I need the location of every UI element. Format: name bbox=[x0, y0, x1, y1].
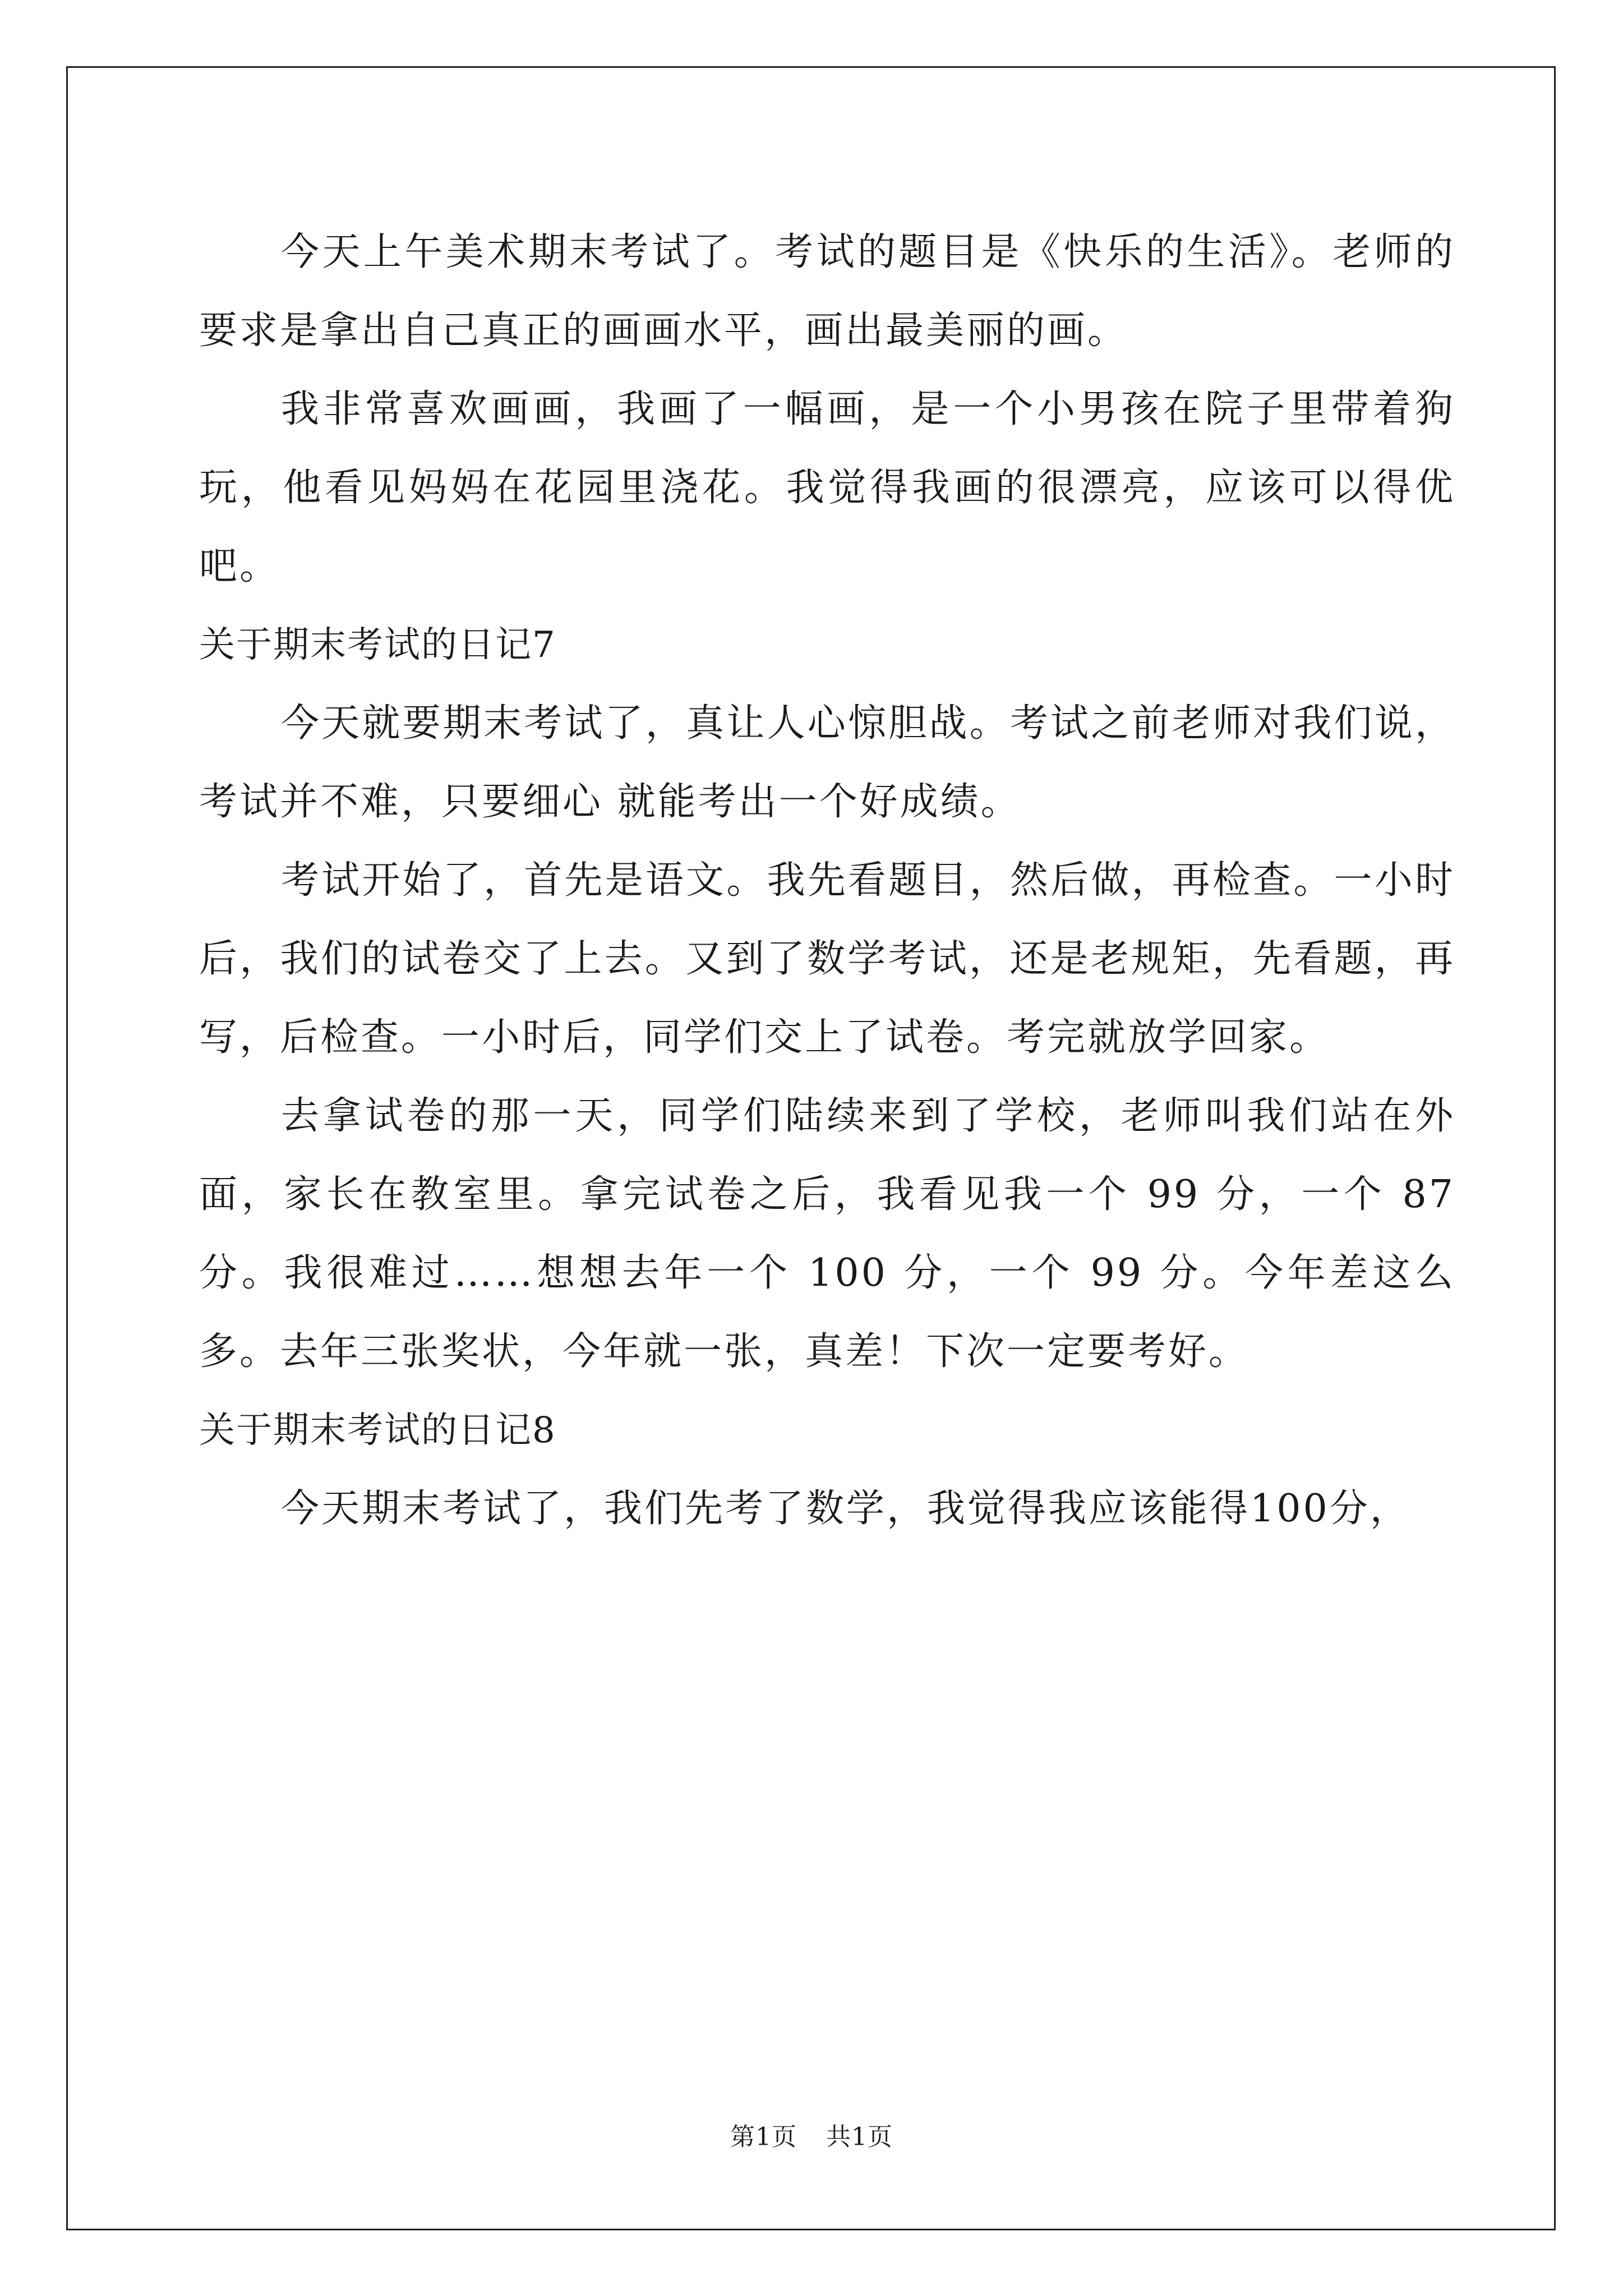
paragraph-math-exam: 今天期末考试了，我们先考了数学，我觉得我应该能得100分， bbox=[281, 1487, 1410, 1531]
paragraph-exam-day: 今天就要期末考试了，真让人心惊胆战。考试之前老师对我们说，考试并不难，只要细心 就能考出一个好成绩。 bbox=[199, 701, 1455, 824]
page-total: 共1页 bbox=[826, 2123, 893, 2151]
heading-diary-8: 关于期末考试的日记8 bbox=[199, 1410, 556, 1451]
page-number: 第1页 bbox=[730, 2123, 797, 2151]
paragraph-art-exam: 今天上午美术期末考试了。考试的题目是《快乐的生活》。老师的要求是拿出自己真正的画画水平，画出最美丽的画。 bbox=[199, 230, 1455, 353]
page-footer bbox=[0, 2120, 1623, 2154]
document-body bbox=[199, 213, 1455, 1548]
paragraph-results: 去拿试卷的那一天，同学们陆续来到了学校，老师叫我们站在外面，家长在教室里。拿完试卷之后，我看见我一个 99 分，一个 87 分。我很难过……想想去年一个 100 分，一个 99 分。今年差这么多。去年三张奖状，今年就一张，真差！下次一定要考好。 bbox=[199, 1094, 1455, 1374]
paragraph-exam-begins: 考试开始了，首先是语文。我先看题目，然后做，再检查。一小时后，我们的试卷交了上去。又到了数学考试，还是老规矩，先看题，再写，后检查。一小时后，同学们交上了试卷。考完就放学回家。 bbox=[199, 858, 1455, 1060]
paragraph-drawing: 我非常喜欢画画，我画了一幅画，是一个小男孩在院子里带着狗玩，他看见妈妈在花园里浇花。我觉得我画的很漂亮，应该可以得优吧。 bbox=[199, 387, 1455, 588]
heading-diary-7: 关于期末考试的日记7 bbox=[199, 624, 556, 666]
